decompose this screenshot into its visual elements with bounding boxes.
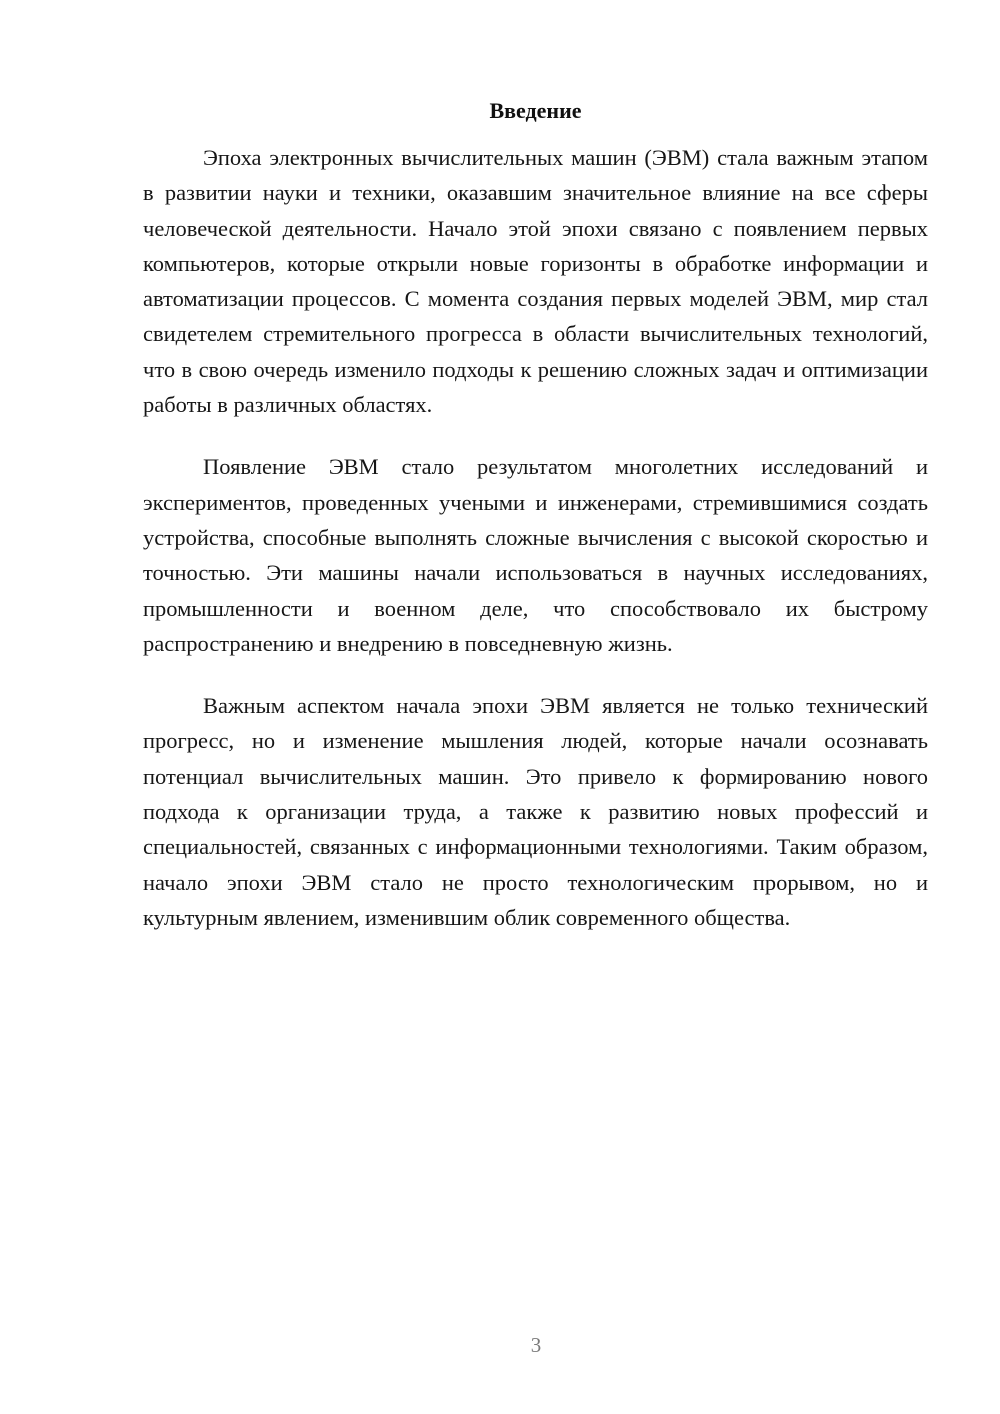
page-body bbox=[143, 96, 928, 962]
page-number: 3 bbox=[530, 1333, 542, 1357]
section-title: Введение bbox=[489, 98, 582, 123]
paragraph-1: Эпоха электронных вычислительных машин (ЭВМ) стала важным этапом в развитии науки и техники, оказавшим значительное влияние на все сферы человеческой деятельности. Начало этой эпохи связано с появлением первых компьютеров, которые открыли новые горизонты в обработке информации и автоматизации процессов. С момента создания первых моделей ЭВМ, мир стал свидетелем стремительного прогресса в области вычислительных технологий, что в свою очередь изменило подходы к решению сложных задач и оптимизации работы в различных областях. bbox=[143, 145, 928, 418]
paragraph-2: Появление ЭВМ стало результатом многолетних исследований и экспериментов, проведенных учеными и инженерами, стремившимися создать устройства, способные выполнять сложные вычисления с высокой скоростью и точностью. Эти машины начали использоваться в научных исследованиях, промышленности и военном деле, что способствовало их быстрому распространению и внедрению в повседневную жизнь. bbox=[143, 454, 928, 656]
paragraph-3: Важным аспектом начала эпохи ЭВМ является не только технический прогресс, но и изменение мышления людей, которые начали осознавать потенциал вычислительных машин. Это привело к формированию нового подхода к организации труда, а также к развитию новых профессий и специальностей, связанных с информационными технологиями. Таким образом, начало эпохи ЭВМ стало не просто технологическим прорывом, но и культурным явлением, изменившим облик современного общества. bbox=[143, 693, 928, 930]
